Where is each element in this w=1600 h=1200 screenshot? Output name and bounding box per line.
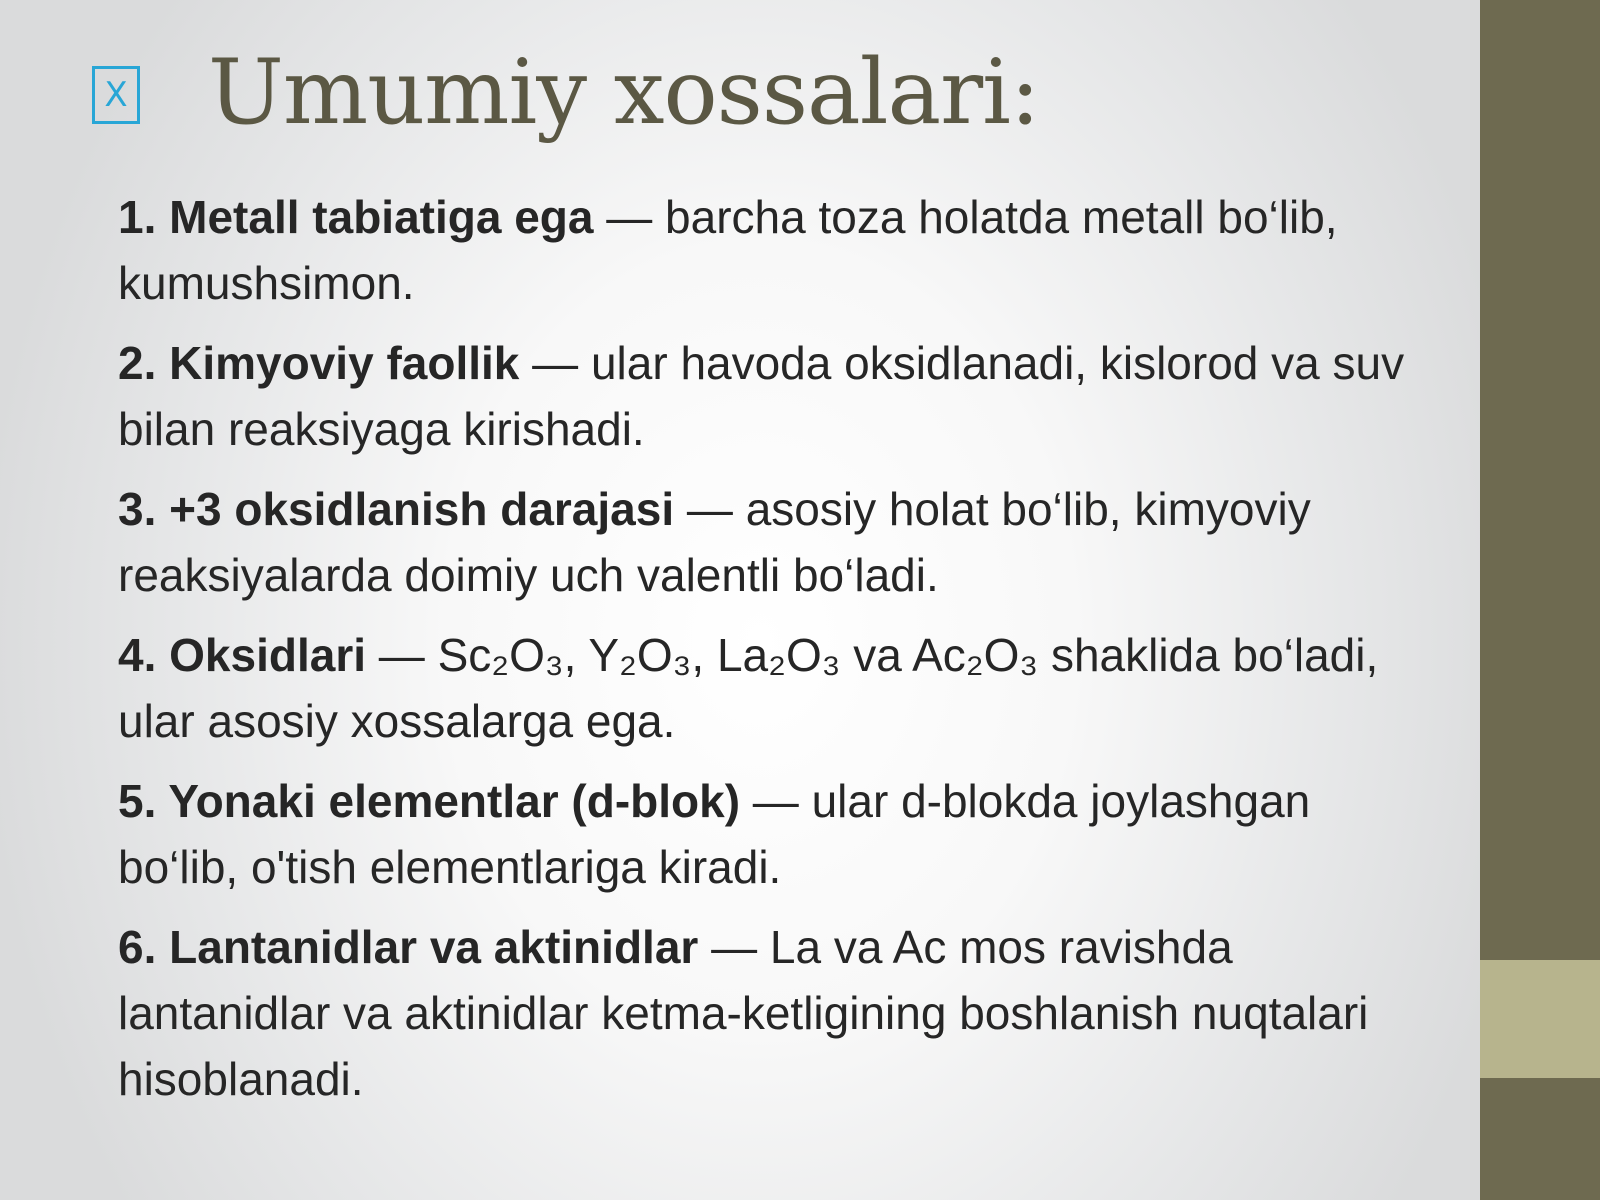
item-term: 3. +3 oksidlanish darajasi [118, 483, 675, 535]
slide-content [118, 184, 1438, 1126]
item-separator: — [674, 483, 746, 535]
list-item [118, 476, 1438, 608]
list-item [118, 768, 1438, 900]
item-separator: — [698, 921, 770, 973]
item-separator: — [593, 191, 666, 243]
item-term: 5. Yonaki elementlar (d-blok) [118, 775, 741, 827]
item-separator: — [366, 629, 438, 681]
item-description: ular havoda oksidlanadi, kislorod va suv bilan reaksiyaga kirishadi. [118, 337, 1405, 455]
item-separator: — [519, 337, 591, 389]
item-term: 6. Lantanidlar va aktinidlar [118, 921, 699, 973]
item-description: ular d-blokda joylashgan bo‘lib, o'tish elementlariga kiradi. [118, 775, 1311, 893]
item-term: 2. Kimyoviy faollik [118, 337, 520, 389]
item-description: Sc₂O₃, Y₂O₃, La₂O₃ va Ac₂O₃ shaklida bo‘ladi, ular asosiy xossalarga ega. [118, 629, 1379, 747]
slide-title: Umumiy xossalari: [208, 40, 1040, 145]
list-item [118, 184, 1438, 316]
list-item [118, 330, 1438, 462]
missing-glyph-icon: X [92, 66, 140, 124]
item-term: 4. Oksidlari [118, 629, 367, 681]
item-separator: — [740, 775, 812, 827]
item-description: asosiy holat bo‘lib, kimyoviy reaksiyalarda doimiy uch valentli bo‘ladi. [118, 483, 1311, 601]
list-item [118, 914, 1438, 1112]
item-description: La va Ac mos ravishda lantanidlar va aktinidlar ketma-ketligining boshlanish nuqtalari hisoblanadi. [118, 921, 1369, 1105]
side-decor-accent [1480, 960, 1600, 1078]
item-term: 1. Metall tabiatiga ega [118, 191, 594, 243]
item-description: barcha toza holatda metall bo‘lib, kumushsimon. [118, 191, 1338, 309]
list-item [118, 622, 1438, 754]
